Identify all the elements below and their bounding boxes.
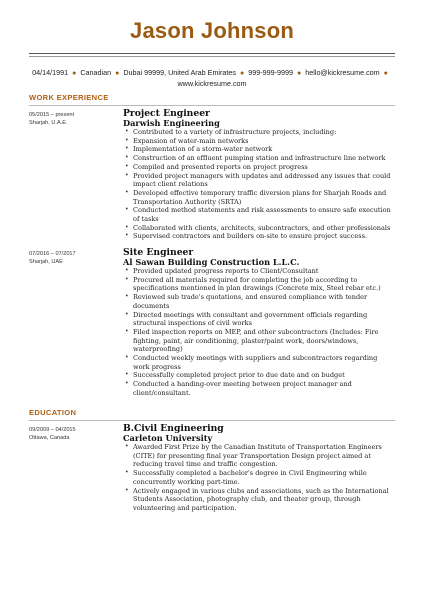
list-item: • Successfully completed a bachelor's degree in Civil Engineering while concurrently working part-time. <box>123 469 395 486</box>
bullet-list <box>123 267 395 398</box>
entry-dates: 05/2015 – present <box>29 112 75 118</box>
list-item: • Awarded First Prize by the Canadian Institute of Transportation Engineers (CITE) for presenting final year Transportation Design project aimed at reducing travel time and traffic congestion. <box>123 443 395 469</box>
entry-body <box>123 424 395 513</box>
degree-title: B.Civil Engineering <box>123 423 224 434</box>
entry-meta <box>29 426 119 442</box>
list-item: • Implementation of a storm-water network <box>123 145 395 154</box>
entry-meta <box>29 111 119 127</box>
separator-dot-icon: ● <box>115 70 120 77</box>
list-item: • Compiled and presented reports on project progress <box>123 163 395 172</box>
list-item: • Procured all materials required for completing the job according to specifications mentioned in plan drawings (Concrete mix, Steel rebar etc.) <box>123 276 395 293</box>
list-item: • Conducted weekly meetings with suppliers and subcontractors regarding work progress <box>123 354 395 371</box>
address: Dubai 99999, United Arab Emirates <box>123 68 237 77</box>
entry-location: Sharjah, UAE <box>29 259 63 265</box>
header-divider-thin <box>29 56 395 57</box>
contact-info <box>0 68 424 89</box>
contact-line-2 <box>0 79 424 89</box>
entry-body <box>123 248 395 398</box>
dob: 04/14/1991 <box>32 68 69 77</box>
section-divider <box>29 105 395 106</box>
list-item: • Contributed to a variety of infrastructure projects, including: <box>123 128 395 137</box>
list-item: • Successfully completed project prior to due date and on budget <box>123 371 395 380</box>
entry-dates: 09/2009 – 04/2015 <box>29 427 76 433</box>
phone: 999-999-9999 <box>248 68 294 77</box>
list-item: • Developed effective temporary traffic diversion plans for Sharjah Roads and Transportation Authority (SRTA) <box>123 189 395 206</box>
header-divider <box>29 53 395 54</box>
list-item: • Provided updated progress reports to Client/Consultant <box>123 267 395 276</box>
section-title-education: EDUCATION <box>29 408 77 417</box>
list-item: • Conducted method statements and risk assessments to ensure safe execution of tasks <box>123 206 395 223</box>
entry-location: Sharjah, U.A.E. <box>29 120 68 126</box>
entry-meta <box>29 250 119 266</box>
list-item: • Filed inspection reports on MEP, and other subcontractors (Includes: Fire fighting, paint, air conditioning, plaster/paint work, doors/windows, waterproofing) <box>123 328 395 354</box>
contact-line-1 <box>0 68 424 79</box>
separator-dot-icon: ● <box>297 70 302 77</box>
list-item: • Reviewed sub trade's quotations, and ensured compliance with tender documents <box>123 293 395 310</box>
job-title: Site Engineer <box>123 247 194 258</box>
website-link[interactable]: www.kickresume.com <box>177 79 247 88</box>
list-item: • Actively engaged in various clubs and associations, such as the International Students Association, photography club, and theater group, through volunteering and participation. <box>123 487 395 513</box>
job-title: Project Engineer <box>123 108 210 119</box>
separator-dot-icon: ● <box>383 70 388 77</box>
institution: Carleton University <box>123 433 213 443</box>
list-item: • Construction of an effluent pumping station and infrastructure line network <box>123 154 395 163</box>
list-item: • Expansion of water-main networks <box>123 137 395 146</box>
separator-dot-icon: ● <box>240 70 245 77</box>
list-item: • Directed meetings with consultant and government officials regarding structural inspections of civil works <box>123 311 395 328</box>
entry-location: Ottawa, Canada <box>29 435 70 441</box>
resume-name: Jason Johnson <box>130 18 294 43</box>
email-link[interactable]: hello@kickresume.com <box>305 68 380 77</box>
separator-dot-icon: ● <box>72 70 77 77</box>
section-divider <box>29 420 395 421</box>
nationality: Canadian <box>80 68 112 77</box>
list-item: • Collaborated with clients, architects, subcontractors, and other professionals <box>123 224 395 233</box>
list-item: • Provided project managers with updates and addressed any issues that could impact client relations <box>123 172 395 189</box>
section-title-work: WORK EXPERIENCE <box>29 93 109 102</box>
entry-dates: 07/2016 – 07/2017 <box>29 251 76 257</box>
entry-body <box>123 109 395 241</box>
list-item: • Conducted a handing-over meeting between project manager and client/consultant. <box>123 380 395 397</box>
employer: Al Sawan Building Construction L.L.C. <box>123 257 300 267</box>
employer: Darwish Engineering <box>123 118 220 128</box>
bullet-list <box>123 443 395 513</box>
bullet-list <box>123 128 395 241</box>
list-item: • Supervised contractors and builders on-site to ensure project success. <box>123 232 395 241</box>
